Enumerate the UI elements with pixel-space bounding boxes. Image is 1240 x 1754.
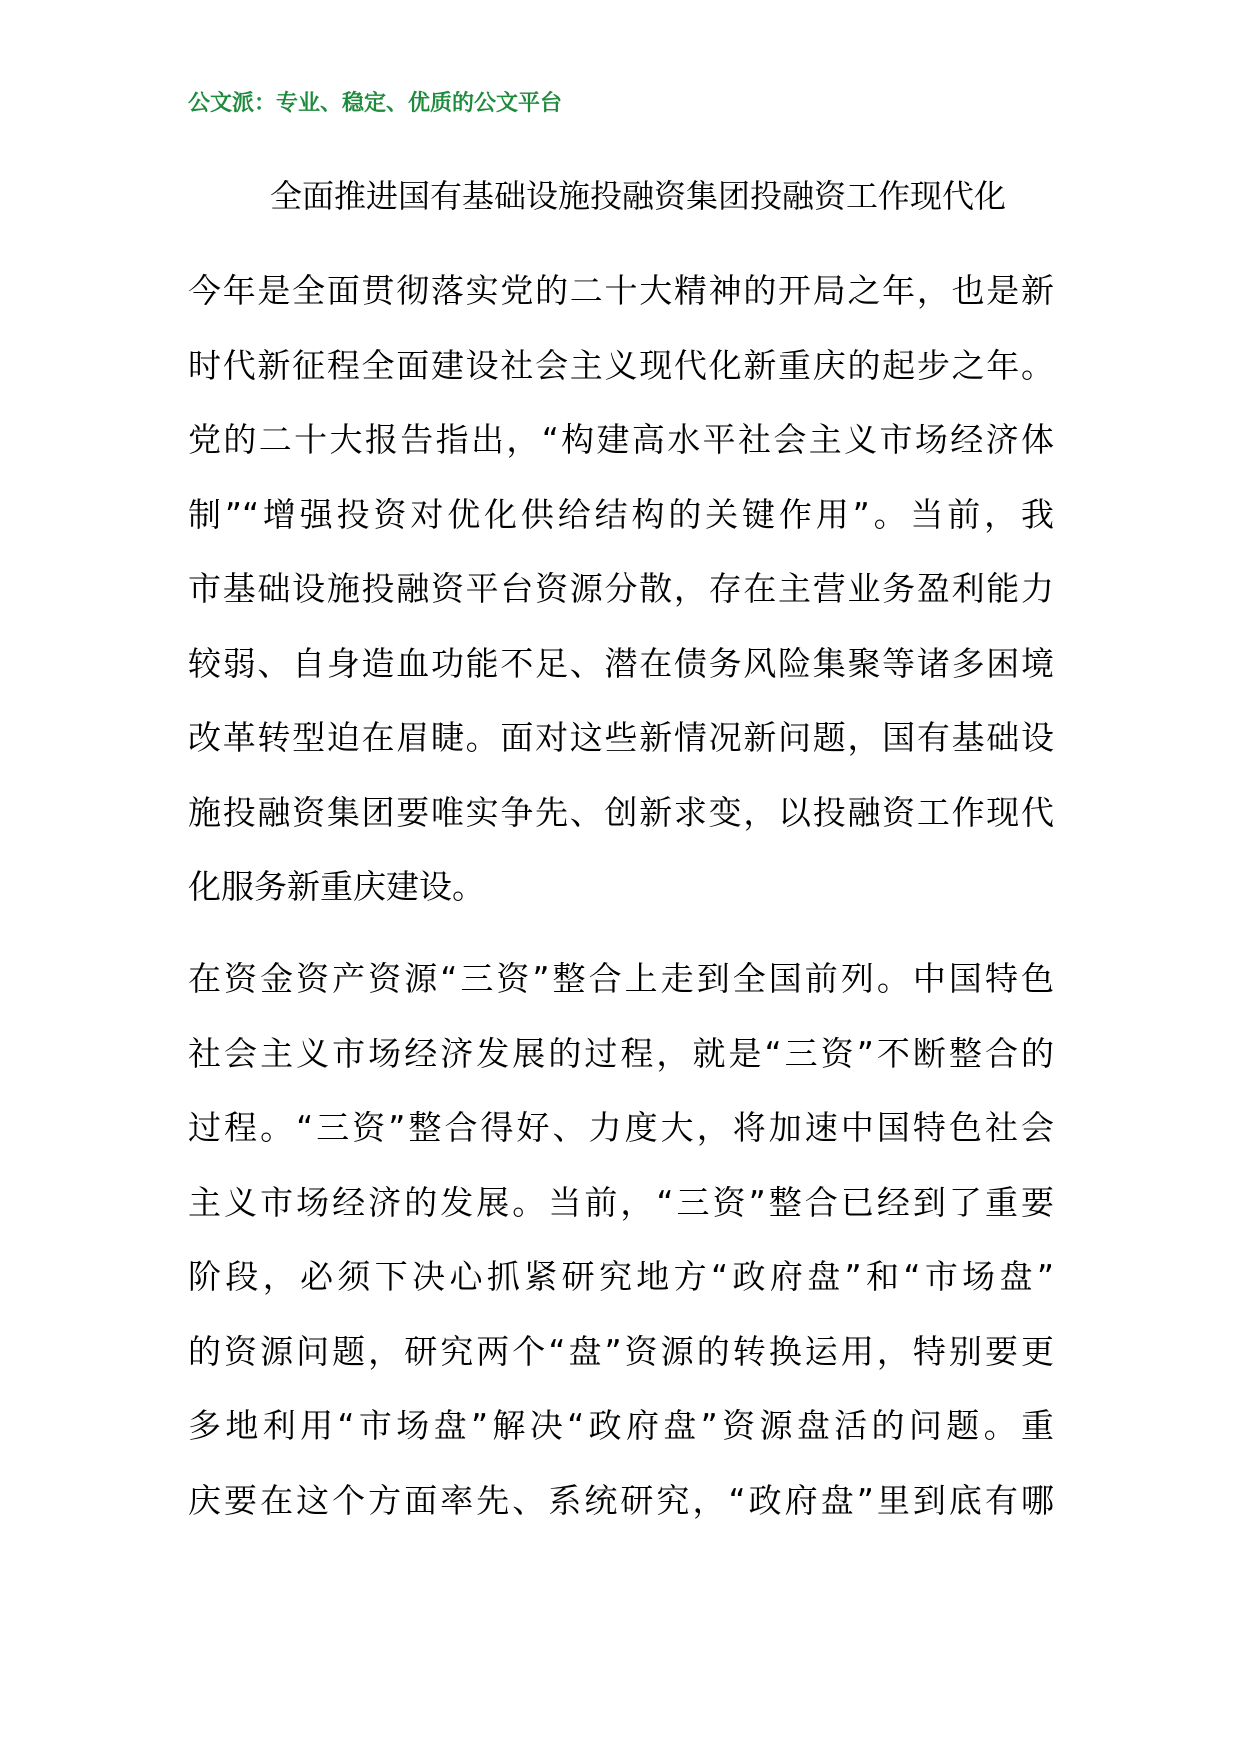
paragraph-line: 改革转型迫在眉睫。面对这些新情况新问题，国有基础设 <box>188 718 1054 757</box>
paragraph-line: 过程。“三资”整合得好、力度大，将加速中国特色社会 <box>188 1108 1054 1147</box>
paragraph-line: 制”“增强投资对优化供给结构的关键作用”。当前，我 <box>188 494 1054 534</box>
paragraph-line: 阶段，必须下决心抓紧研究地方“政府盘”和“市场盘” <box>188 1257 1054 1296</box>
paragraph-line: 多地利用“市场盘”解决“政府盘”资源盘活的问题。重 <box>188 1406 1054 1445</box>
platform-header: 公文派：专业、稳定、优质的公文平台 <box>188 90 563 116</box>
paragraph-line: 时代新征程全面建设社会主义现代化新重庆的起步之年。 <box>188 345 1054 385</box>
document-title: 全面推进国有基础设施投融资集团投融资工作现代化 <box>270 177 1007 215</box>
paragraph-line: 在资金资产资源“三资”整合上走到全国前列。中国特色 <box>188 959 1054 998</box>
paragraph-line: 主义市场经济的发展。当前，“三资”整合已经到了重要 <box>188 1182 1054 1222</box>
paragraph-line: 化服务新重庆建设。 <box>188 867 485 906</box>
paragraph-line: 今年是全面贯彻落实党的二十大精神的开局之年，也是新 <box>188 271 1054 310</box>
paragraph-line: 施投融资集团要唯实争先、创新求变，以投融资工作现代 <box>188 792 1054 832</box>
paragraph-line: 较弱、自身造血功能不足、潜在债务风险集聚等诸多困境 <box>188 643 1054 683</box>
paragraph-line: 的资源问题，研究两个“盘”资源的转换运用，特别要更 <box>188 1331 1054 1371</box>
body-paragraph-1 <box>188 254 1054 925</box>
paragraph-line: 市基础设施投融资平台资源分散，存在主营业务盈利能力 <box>188 569 1054 608</box>
body-paragraph-2 <box>188 942 1054 1538</box>
paragraph-line: 党的二十大报告指出，“构建高水平社会主义市场经济体 <box>188 420 1054 459</box>
paragraph-line: 庆要在这个方面率先、系统研究，“政府盘”里到底有哪 <box>188 1480 1054 1520</box>
paragraph-line: 社会主义市场经济发展的过程，就是“三资”不断整合的 <box>188 1033 1054 1073</box>
